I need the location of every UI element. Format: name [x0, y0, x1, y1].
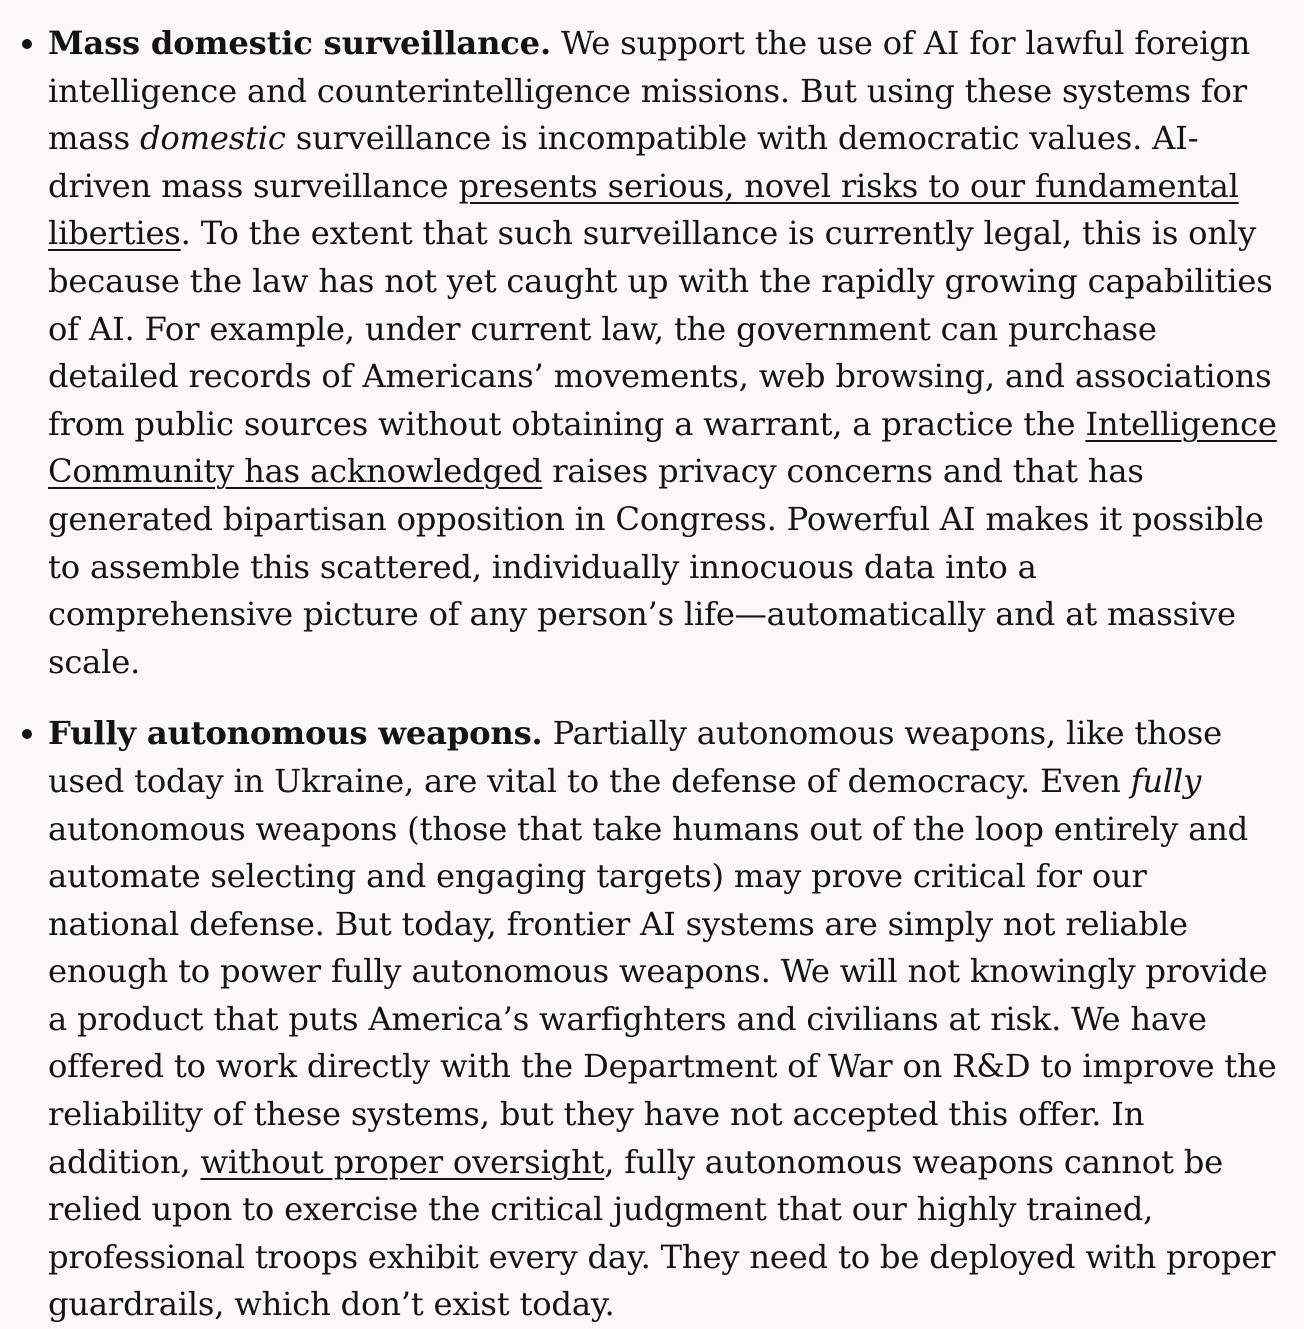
- bullet-text: , fully autonomous weapons cannot be relied upon to exercise the critical judgment that our highly trained, professional troops exhibit every day. They need to be deployed with proper guardrails, which don’t exist today.: [48, 1142, 1276, 1324]
- emphasis-text: fully: [1130, 761, 1202, 800]
- bullet-dot-icon: [22, 729, 32, 739]
- proper-oversight-link[interactable]: without proper oversight: [200, 1142, 605, 1181]
- bullet-text: surveillance is incompatible with democratic values. AI-driven mass surveillance: [48, 119, 1199, 205]
- intelligence-community-link[interactable]: Intelligence Community has acknowledged: [48, 404, 1277, 491]
- bullet-text: Partially autonomous weapons, like those used today in Ukraine, are vital to the defense of democracy. Even: [48, 714, 1222, 800]
- policy-bullet-list: [48, 20, 1280, 1329]
- bullet-text: raises privacy concerns and that has generated bipartisan opposition in Congress. Powerful AI makes it possible to assemble this scattered, individually innocuous data into a comprehensive picture of any person’s life—automatically and at massive scale.: [48, 452, 1264, 681]
- liberties-risk-link[interactable]: presents serious, novel risks to our fundamental liberties: [48, 166, 1239, 253]
- bullet-term: Fully autonomous weapons.: [48, 714, 543, 753]
- bullet-mass-domestic-surveillance: [48, 20, 1280, 686]
- bullet-term: Mass domestic surveillance.: [48, 24, 551, 62]
- bullet-text: We support the use of AI for lawful foreign intelligence and counterintelligence missions. But using these systems for mass: [48, 24, 1251, 158]
- bullet-fully-autonomous-weapons: [48, 710, 1280, 1329]
- emphasis-text: domestic: [139, 119, 286, 158]
- bullet-text: autonomous weapons (those that take humans out of the loop entirely and automate selecting and engaging targets) may prove critical for our national defense. But today, frontier AI systems are simply not reliable enough to power fully autonomous weapons. We will not knowingly provide a product that puts America’s warfighters and civilians at risk. We have offered to work directly with the Department of War on R&D to improve the reliability of these systems, but they have not accepted this offer. In addition,: [48, 809, 1277, 1181]
- bullet-text: . To the extent that such surveillance is currently legal, this is only because the law has not yet caught up with the rapidly growing capabilities of AI. For example, under current law, the government can purchase detailed records of Americans’ movements, web browsing, and associations from public sources without obtaining a warrant, a practice the: [48, 214, 1273, 443]
- bullet-dot-icon: [22, 39, 32, 49]
